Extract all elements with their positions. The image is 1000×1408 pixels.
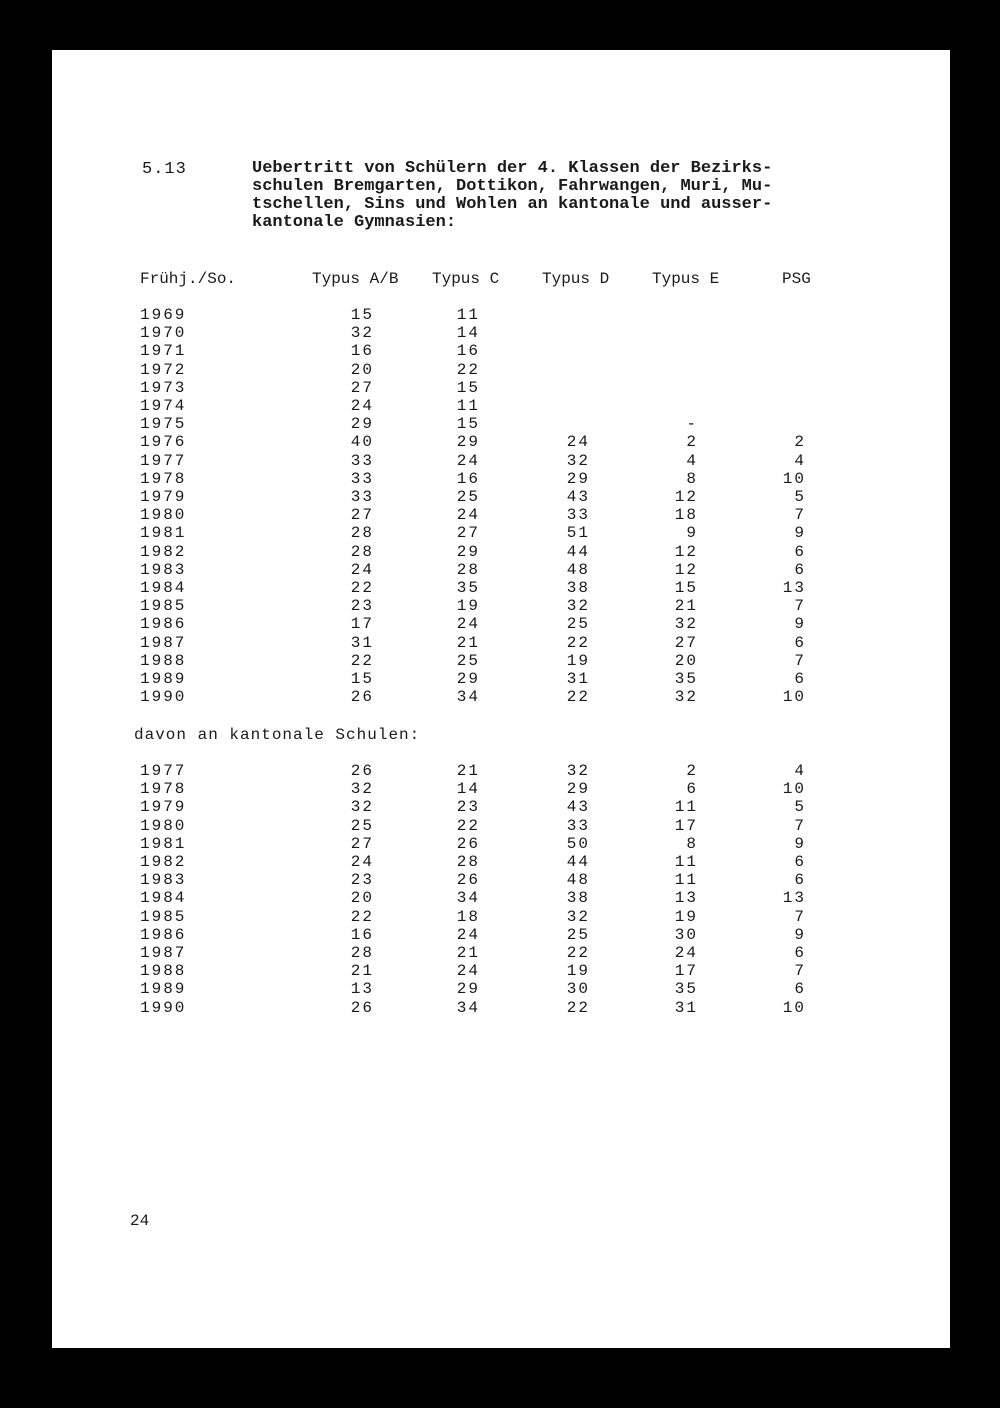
typus-ab-cell: 26 — [350, 762, 374, 780]
typus-e-cell: 4 — [686, 451, 698, 470]
typus-ab-cell: 16 — [350, 925, 374, 944]
psg-cell: 10 — [782, 998, 806, 1017]
typus-d-cell: 38 — [566, 889, 590, 908]
typus-e-cell: 11 — [674, 798, 698, 817]
table-row — [52, 615, 950, 633]
typus-e-cell: 21 — [674, 597, 698, 616]
table-row — [52, 853, 950, 871]
document-page — [52, 50, 950, 1348]
psg-cell: 13 — [782, 889, 806, 908]
typus-e-cell: 15 — [674, 579, 698, 597]
typus-d-cell: 22 — [566, 944, 590, 962]
year-cell: 1977 — [140, 762, 187, 780]
typus-ab-cell: 23 — [350, 871, 374, 890]
year-cell: 1986 — [140, 615, 187, 634]
typus-c-cell: 22 — [456, 816, 480, 835]
year-cell: 1989 — [140, 670, 187, 688]
psg-cell: 7 — [794, 651, 806, 670]
typus-e-cell: 32 — [674, 615, 698, 634]
psg-cell: 9 — [794, 925, 806, 944]
typus-ab-cell: 13 — [350, 980, 374, 999]
typus-ab-cell: 33 — [350, 469, 374, 488]
typus-ab-cell: 24 — [350, 397, 374, 415]
psg-cell: 2 — [794, 433, 806, 452]
typus-c-cell: 24 — [456, 615, 480, 634]
psg-cell: 5 — [794, 798, 806, 817]
psg-cell: 6 — [794, 633, 806, 652]
year-cell: 1972 — [140, 360, 187, 379]
table-row — [52, 835, 950, 853]
typus-c-cell: 21 — [456, 944, 480, 962]
typus-c-cell: 25 — [456, 651, 480, 670]
typus-c-cell: 24 — [456, 925, 480, 944]
year-cell: 1970 — [140, 324, 187, 343]
typus-c-cell: 18 — [456, 907, 480, 926]
heading-line: Uebertritt von Schülern der 4. Klassen der Bezirks- — [252, 159, 773, 178]
year-cell: 1984 — [140, 889, 187, 908]
typus-d-cell: 29 — [566, 469, 590, 488]
typus-e-cell: 31 — [674, 998, 698, 1017]
psg-cell: 13 — [782, 579, 806, 597]
typus-d-cell: 19 — [566, 962, 590, 981]
typus-ab-cell: 22 — [350, 579, 374, 597]
typus-d-cell: 25 — [566, 925, 590, 944]
typus-e-cell: 2 — [686, 433, 698, 452]
year-cell: 1983 — [140, 560, 187, 579]
typus-ab-cell: 27 — [350, 378, 374, 397]
typus-c-cell: 24 — [456, 962, 480, 981]
typus-e-cell: 35 — [674, 670, 698, 688]
typus-d-cell: 44 — [566, 853, 590, 871]
typus-c-cell: 23 — [456, 798, 480, 817]
table-row — [52, 342, 950, 360]
table-row — [52, 488, 950, 506]
typus-d-cell: 50 — [566, 834, 590, 853]
table-row — [52, 652, 950, 670]
table-row — [52, 871, 950, 889]
typus-d-cell: 32 — [566, 451, 590, 470]
typus-c-cell: 29 — [456, 433, 480, 452]
typus-d-cell: 33 — [566, 816, 590, 835]
typus-e-cell: 12 — [674, 542, 698, 561]
typus-d-cell: 24 — [566, 433, 590, 452]
typus-e-cell: 20 — [674, 651, 698, 670]
typus-e-cell: 2 — [686, 762, 698, 780]
typus-d-cell: 19 — [566, 651, 590, 670]
table-row — [52, 999, 950, 1017]
typus-ab-cell: 22 — [350, 651, 374, 670]
table-row — [52, 433, 950, 451]
heading-line: tschellen, Sins und Wohlen an kantonale und ausser- — [252, 195, 773, 214]
typus-e-cell: 30 — [674, 925, 698, 944]
typus-c-cell: 16 — [456, 469, 480, 488]
typus-c-cell: 15 — [456, 378, 480, 397]
psg-cell: 7 — [794, 907, 806, 926]
typus-c-cell: 29 — [456, 542, 480, 561]
typus-ab-cell: 28 — [350, 542, 374, 561]
year-cell: 1988 — [140, 651, 187, 670]
typus-e-cell: 12 — [674, 488, 698, 506]
year-cell: 1979 — [140, 488, 187, 506]
year-cell: 1983 — [140, 871, 187, 890]
psg-cell: 10 — [782, 469, 806, 488]
table-row — [52, 962, 950, 980]
typus-e-cell: 11 — [674, 871, 698, 890]
typus-ab-cell: 27 — [350, 834, 374, 853]
year-cell: 1982 — [140, 853, 187, 871]
psg-cell: 7 — [794, 506, 806, 525]
typus-d-cell: 48 — [566, 560, 590, 579]
psg-cell: 10 — [782, 688, 806, 707]
typus-ab-cell: 15 — [350, 306, 374, 324]
table-row — [52, 306, 950, 324]
table-row — [52, 688, 950, 706]
typus-ab-cell: 27 — [350, 506, 374, 525]
year-cell: 1975 — [140, 415, 187, 434]
typus-ab-cell: 32 — [350, 780, 374, 799]
typus-e-cell: 17 — [674, 962, 698, 981]
typus-e-cell: 35 — [674, 980, 698, 999]
year-cell: 1987 — [140, 944, 187, 962]
heading-line: kantonale Gymnasien: — [252, 213, 457, 232]
table-row — [52, 670, 950, 688]
year-cell: 1980 — [140, 816, 187, 835]
typus-e-cell: 32 — [674, 688, 698, 707]
typus-ab-cell: 20 — [350, 889, 374, 908]
typus-d-cell: 32 — [566, 907, 590, 926]
table-row — [52, 579, 950, 597]
typus-d-cell: 44 — [566, 542, 590, 561]
year-cell: 1985 — [140, 597, 187, 616]
psg-cell: 6 — [794, 944, 806, 962]
typus-c-cell: 26 — [456, 871, 480, 890]
psg-cell: 6 — [794, 560, 806, 579]
table-row — [52, 980, 950, 998]
year-cell: 1978 — [140, 469, 187, 488]
typus-d-cell: 51 — [566, 524, 590, 543]
typus-ab-cell: 26 — [350, 688, 374, 707]
year-cell: 1980 — [140, 506, 187, 525]
psg-cell: 4 — [794, 451, 806, 470]
year-cell: 1988 — [140, 962, 187, 981]
table-row — [52, 361, 950, 379]
table-row — [52, 926, 950, 944]
typus-ab-cell: 28 — [350, 944, 374, 962]
year-cell: 1976 — [140, 433, 187, 452]
table-header — [52, 270, 950, 292]
year-cell: 1969 — [140, 306, 187, 324]
heading-line: schulen Bremgarten, Dottikon, Fahrwangen, Muri, Mu- — [252, 177, 773, 196]
table-row — [52, 889, 950, 907]
subtable-caption: davon an kantonale Schulen: — [134, 726, 421, 744]
typus-c-cell: 35 — [456, 579, 480, 597]
table-row — [52, 379, 950, 397]
typus-c-cell: 24 — [456, 506, 480, 525]
typus-ab-cell: 22 — [350, 907, 374, 926]
header-typus-e: Typus E — [652, 270, 720, 288]
psg-cell: 6 — [794, 871, 806, 890]
psg-cell: 9 — [794, 615, 806, 634]
table-row — [52, 634, 950, 652]
typus-ab-cell: 40 — [350, 433, 374, 452]
typus-e-cell: 8 — [686, 469, 698, 488]
table-row — [52, 415, 950, 433]
typus-d-cell: 22 — [566, 633, 590, 652]
year-cell: 1990 — [140, 688, 187, 707]
typus-c-cell: 28 — [456, 560, 480, 579]
typus-e-cell: 12 — [674, 560, 698, 579]
page-number: 24 — [130, 1212, 150, 1230]
table-row — [52, 908, 950, 926]
typus-ab-cell: 16 — [350, 342, 374, 361]
table-row — [52, 798, 950, 816]
typus-ab-cell: 24 — [350, 560, 374, 579]
table-row — [52, 470, 950, 488]
typus-d-cell: 22 — [566, 688, 590, 707]
typus-d-cell: 31 — [566, 670, 590, 688]
year-cell: 1989 — [140, 980, 187, 999]
table-row — [52, 597, 950, 615]
typus-c-cell: 34 — [456, 688, 480, 707]
table-row — [52, 524, 950, 542]
psg-cell: 7 — [794, 597, 806, 616]
year-cell: 1984 — [140, 579, 187, 597]
year-cell: 1990 — [140, 998, 187, 1017]
psg-cell: 7 — [794, 816, 806, 835]
header-typus-d: Typus D — [542, 270, 610, 288]
typus-ab-cell: 32 — [350, 798, 374, 817]
typus-ab-cell: 32 — [350, 324, 374, 343]
psg-cell: 6 — [794, 542, 806, 561]
year-cell: 1971 — [140, 342, 187, 361]
table-row — [52, 397, 950, 415]
psg-cell: 7 — [794, 962, 806, 981]
year-cell: 1982 — [140, 542, 187, 561]
typus-c-cell: 25 — [456, 488, 480, 506]
typus-ab-cell: 33 — [350, 488, 374, 506]
typus-ab-cell: 29 — [350, 415, 374, 434]
typus-c-cell: 22 — [456, 360, 480, 379]
psg-cell: 6 — [794, 853, 806, 871]
table-row — [52, 762, 950, 780]
typus-c-cell: 19 — [456, 597, 480, 616]
typus-c-cell: 21 — [456, 762, 480, 780]
typus-e-cell: 6 — [686, 780, 698, 799]
typus-c-cell: 34 — [456, 998, 480, 1017]
typus-d-cell: 30 — [566, 980, 590, 999]
typus-ab-cell: 15 — [350, 670, 374, 688]
year-cell: 1978 — [140, 780, 187, 799]
header-typus-c: Typus C — [432, 270, 500, 288]
psg-cell: 5 — [794, 488, 806, 506]
year-cell: 1985 — [140, 907, 187, 926]
typus-ab-cell: 24 — [350, 853, 374, 871]
typus-d-cell: 32 — [566, 762, 590, 780]
psg-cell: 9 — [794, 834, 806, 853]
typus-ab-cell: 23 — [350, 597, 374, 616]
typus-c-cell: 14 — [456, 324, 480, 343]
typus-e-cell: 9 — [686, 524, 698, 543]
year-cell: 1986 — [140, 925, 187, 944]
typus-ab-cell: 21 — [350, 962, 374, 981]
typus-e-cell: 27 — [674, 633, 698, 652]
typus-d-cell: 33 — [566, 506, 590, 525]
typus-ab-cell: 31 — [350, 633, 374, 652]
table-row — [52, 452, 950, 470]
table-row — [52, 817, 950, 835]
typus-ab-cell: 20 — [350, 360, 374, 379]
year-cell: 1981 — [140, 834, 187, 853]
typus-e-cell: 18 — [674, 506, 698, 525]
typus-c-cell: 11 — [456, 397, 480, 415]
typus-e-cell: 17 — [674, 816, 698, 835]
typus-d-cell: 22 — [566, 998, 590, 1017]
table-row — [52, 324, 950, 342]
typus-d-cell: 38 — [566, 579, 590, 597]
typus-c-cell: 29 — [456, 980, 480, 999]
typus-e-cell: 13 — [674, 889, 698, 908]
typus-d-cell: 48 — [566, 871, 590, 890]
typus-ab-cell: 25 — [350, 816, 374, 835]
typus-c-cell: 11 — [456, 306, 480, 324]
psg-cell: 6 — [794, 980, 806, 999]
psg-cell: 10 — [782, 780, 806, 799]
typus-ab-cell: 28 — [350, 524, 374, 543]
typus-c-cell: 14 — [456, 780, 480, 799]
header-period: Frühj./So. — [140, 270, 237, 288]
year-cell: 1979 — [140, 798, 187, 817]
typus-c-cell: 28 — [456, 853, 480, 871]
typus-c-cell: 15 — [456, 415, 480, 434]
section-number: 5.13 — [142, 160, 187, 179]
typus-d-cell: 43 — [566, 488, 590, 506]
table-row — [52, 543, 950, 561]
year-cell: 1973 — [140, 378, 187, 397]
typus-d-cell: 25 — [566, 615, 590, 634]
typus-d-cell: 43 — [566, 798, 590, 817]
header-psg: PSG — [782, 270, 811, 288]
typus-d-cell: 29 — [566, 780, 590, 799]
table-row — [52, 944, 950, 962]
typus-e-cell: - — [686, 415, 698, 434]
typus-e-cell: 19 — [674, 907, 698, 926]
typus-c-cell: 24 — [456, 451, 480, 470]
table-row — [52, 780, 950, 798]
typus-c-cell: 29 — [456, 670, 480, 688]
typus-e-cell: 8 — [686, 834, 698, 853]
table-row — [52, 561, 950, 579]
typus-c-cell: 27 — [456, 524, 480, 543]
typus-ab-cell: 26 — [350, 998, 374, 1017]
typus-e-cell: 11 — [674, 853, 698, 871]
typus-ab-cell: 17 — [350, 615, 374, 634]
psg-cell: 6 — [794, 670, 806, 688]
typus-ab-cell: 33 — [350, 451, 374, 470]
year-cell: 1987 — [140, 633, 187, 652]
section-heading — [252, 160, 822, 232]
typus-e-cell: 24 — [674, 944, 698, 962]
year-cell: 1981 — [140, 524, 187, 543]
typus-c-cell: 21 — [456, 633, 480, 652]
year-cell: 1977 — [140, 451, 187, 470]
year-cell: 1974 — [140, 397, 187, 415]
typus-c-cell: 26 — [456, 834, 480, 853]
typus-d-cell: 32 — [566, 597, 590, 616]
psg-cell: 9 — [794, 524, 806, 543]
header-typus-ab: Typus A/B — [312, 270, 399, 288]
psg-cell: 4 — [794, 762, 806, 780]
table-row — [52, 506, 950, 524]
typus-c-cell: 16 — [456, 342, 480, 361]
typus-c-cell: 34 — [456, 889, 480, 908]
